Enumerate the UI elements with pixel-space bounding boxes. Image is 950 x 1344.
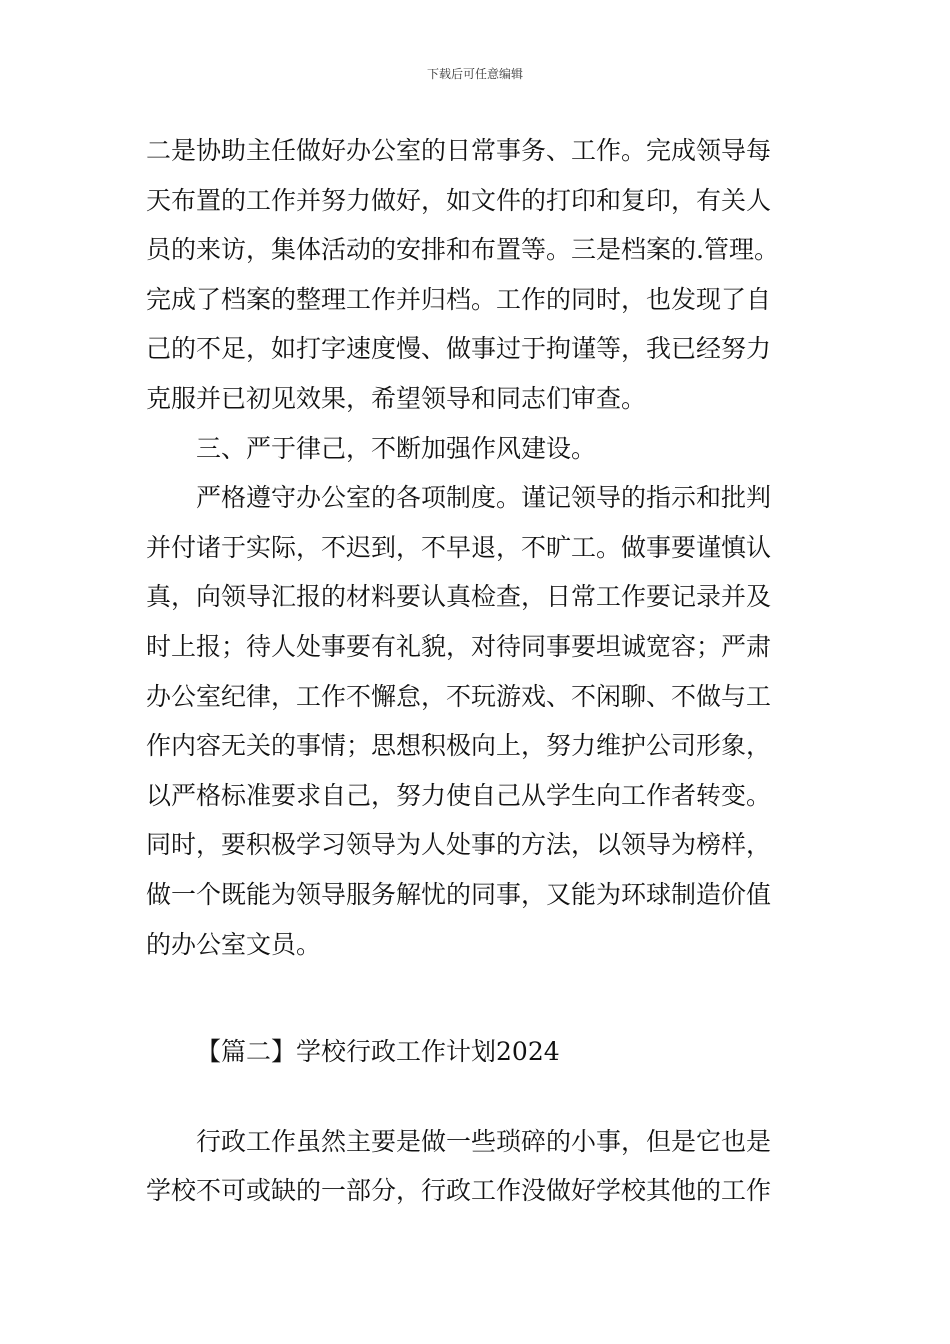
document-body bbox=[146, 126, 808, 1216]
text-line: 办公室纪律，工作不懈怠，不玩游戏、不闲聊、不做与工 bbox=[146, 681, 772, 711]
text-line: 二是协助主任做好办公室的日常事务、工作。完成领导每 bbox=[146, 136, 772, 165]
text-line: 严格遵守办公室的各项制度。谨记领导的指示和批判 bbox=[196, 483, 772, 513]
paragraph-duties bbox=[146, 126, 808, 424]
text-line: 的办公室文员。 bbox=[146, 929, 322, 959]
text-line: 天布置的工作并努力做好，如文件的打印和复印，有关人 bbox=[146, 185, 772, 215]
text-line: 真，向领导汇报的材料要认真检查，日常工作要记录并及 bbox=[146, 582, 772, 612]
text-line: 学校不可或缺的一部分，行政工作没做好学校其他的工作 bbox=[146, 1176, 772, 1206]
text-line: 以严格标准要求自己，努力使自己从学生向工作者转变。 bbox=[146, 780, 772, 810]
text-line: 时上报；待人处事要有礼貌，对待同事要坦诚宽容；严肃 bbox=[146, 631, 772, 661]
spacer bbox=[146, 969, 808, 1027]
text-line: 行政工作虽然主要是做一些琐碎的小事，但是它也是 bbox=[196, 1126, 772, 1156]
paragraph-discipline bbox=[146, 473, 808, 969]
text-line: 作内容无关的事情；思想积极向上，努力维护公司形象， bbox=[146, 731, 772, 761]
text-line: 克服并已初见效果，希望领导和同志们审查。 bbox=[146, 383, 647, 413]
spacer bbox=[146, 1077, 808, 1117]
paragraph-admin-work bbox=[146, 1117, 808, 1216]
text-line: 完成了档案的整理工作并归档。工作的同时，也发现了自 bbox=[146, 284, 772, 314]
text-line: 己的不足，如打字速度慢、做事过于拘谨等，我已经努力 bbox=[146, 334, 772, 364]
text-line: 并付诸于实际，不迟到，不早退，不旷工。做事要谨慎认 bbox=[146, 532, 772, 562]
text-line: 做一个既能为领导服务解忧的同事，又能为环球制造价值 bbox=[146, 879, 772, 909]
page-header-note: 下载后可任意编辑 bbox=[426, 67, 523, 81]
section-title: 【篇二】学校行政工作计划2024 bbox=[196, 1037, 560, 1067]
section-heading: 三、严于律己，不断加强作风建设。 bbox=[196, 433, 597, 463]
text-line: 员的来访，集体活动的安排和布置等。三是档案的.管理。 bbox=[146, 235, 779, 265]
text-line: 同时，要积极学习领导为人处事的方法，以领导为榜样， bbox=[146, 830, 772, 860]
